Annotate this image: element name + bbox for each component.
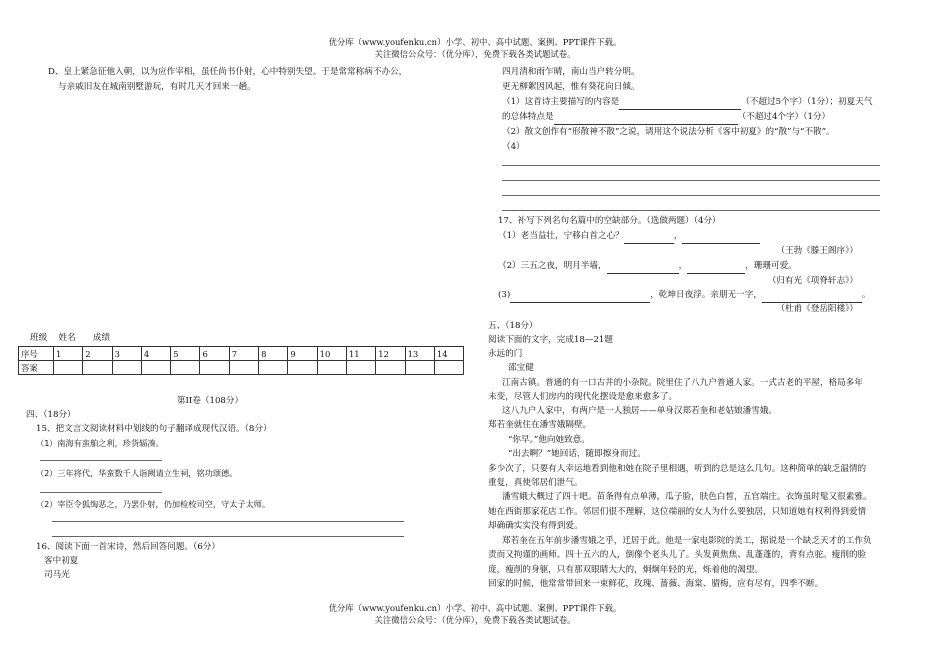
poem-line-1: 四月清和雨乍晴，南山当户转分明。 xyxy=(502,67,640,77)
section-4-heading: 四、（18分） xyxy=(26,410,76,420)
option-d-line-1: D、皇上紧急征他入朝，以为应作宰相，虽任尚书仆射，心中特别失望。于是常常称病不办公， xyxy=(48,67,408,77)
paragraph-1-line-1: 江南古镇。普通的有一口古井的小杂院。院里住了八九户普通人家。一式古老的平屋，格局多年 xyxy=(502,378,863,388)
q16-2-prompt: （2）散文创作有“形散神不散”之说，请用这个说法分析《客中初夏》的“散”与“不散”。 xyxy=(502,127,835,137)
answer-cell[interactable] xyxy=(54,361,83,375)
table-cell: 8 xyxy=(259,347,288,361)
q17-2-sep: ， xyxy=(678,261,688,271)
footer-line-2: 关注微信公众号：（优分库），免费下载各类试题试卷。 xyxy=(374,615,576,625)
story-title: 永远的门 xyxy=(488,349,523,359)
answer-cell[interactable] xyxy=(376,361,405,375)
poem-line-2: 更无柳絮因风起，惟有葵花向日倾。 xyxy=(502,82,640,92)
table-cell: 1 xyxy=(54,347,83,361)
q17-2-text-a: （2）三五之夜，明月半墙， xyxy=(498,261,607,271)
table-cell: 10 xyxy=(317,347,346,361)
q17-3-source: （杜甫《登岳阳楼》） xyxy=(776,304,858,314)
answer-blank[interactable] xyxy=(682,230,760,244)
q17-3-line xyxy=(498,289,871,303)
q16-1-line-1 xyxy=(502,96,872,110)
header-line-1: 优分库（www.youfenku.cn）小学、初中、高中试题、案例、PPT课件下载。 xyxy=(328,37,622,47)
paragraph-5-line-2: 重复，真使邻居们泄气。 xyxy=(488,478,583,488)
section-5-heading: 五、（18分） xyxy=(488,321,538,331)
paragraph-7-line-1: 郑若奎在五年前步潘雪娥之乎，迁居于此。他是一家电影院的美工，据说是一个缺乏天才的工作负 xyxy=(502,536,872,546)
answer-blank[interactable] xyxy=(607,260,679,274)
answer-line[interactable] xyxy=(502,165,880,166)
info-line: 班级 姓名 成绩 xyxy=(30,333,111,343)
q16-prompt: 16、阅读下面一首宋诗，然后回答问题。（6分） xyxy=(36,542,220,552)
paragraph-3: “你早。”他向她致意。 xyxy=(508,435,590,445)
answer-line[interactable] xyxy=(502,195,880,196)
table-cell: 12 xyxy=(376,347,405,361)
part-2-title: 第II卷（108分） xyxy=(176,396,244,406)
table-cell: 5 xyxy=(171,347,200,361)
answer-cell[interactable] xyxy=(346,361,375,375)
header-line-2: 关注微信公众号：（优分库），免费下载各类试题试卷。 xyxy=(374,49,576,59)
paragraph-5-line-1: 多少次了，只要有人幸运地看到他和她在院子里相遇，听到的总是这么几句。这种简单的缺乏温情的 xyxy=(488,464,867,474)
table-row-label: 序号 xyxy=(19,347,54,361)
paragraph-6-line-2: 她在西街那家花店工作。邻居们很不理解，这位端丽的女人为什么要独居，只知道她有权利得到爱情 xyxy=(488,507,867,517)
q16-1-line-2 xyxy=(502,111,830,125)
paragraph-6-line-1: 潘雪娥大概过了四十吧。苗条得有点单薄，瓜子脸，肤色白皙，五官端庄。衣饰虽时髦又很素雅。 xyxy=(502,492,872,502)
q15-2-sentence: （2）三年将代，华蛮数千人诣阙请立生祠，铭功颂德。 xyxy=(36,468,238,478)
reading-intro: 阅读下面的文字，完成18—21题 xyxy=(488,335,613,345)
table-cell: 7 xyxy=(229,347,258,361)
paragraph-6-line-3: 却确确实实没有得到爱。 xyxy=(488,521,583,531)
answer-cell[interactable] xyxy=(229,361,258,375)
table-cell: 2 xyxy=(83,347,112,361)
poem-title: 客中初夏 xyxy=(44,556,79,566)
q15-prompt: 15、把文言文阅读材料中划线的句子翻译成现代汉语。（8分） xyxy=(36,424,272,434)
answer-blank[interactable] xyxy=(619,96,741,110)
answer-cell[interactable] xyxy=(317,361,346,375)
answer-line[interactable] xyxy=(40,492,162,493)
paragraph-7-line-3: 庞，瘦削的身躯，只有那双眼睛大大的，炯炯年轻的光，烁着他的渴望。 xyxy=(488,565,764,575)
answer-cell[interactable] xyxy=(200,361,229,375)
poem-author: 司马光 xyxy=(44,570,70,580)
answer-cell[interactable] xyxy=(171,361,200,375)
answer-blank[interactable] xyxy=(762,289,862,303)
answer-line[interactable] xyxy=(502,180,880,181)
q17-2-line xyxy=(498,260,797,274)
table-row-label: 答案 xyxy=(19,361,54,375)
answer-cell[interactable] xyxy=(112,361,141,375)
footer-line-1: 优分库（www.youfenku.cn）小学、初中、高中试题、案例、PPT课件下载。 xyxy=(328,603,622,613)
paragraph-4: “出去啊？”她回话，随即擦身而过。 xyxy=(508,449,646,459)
answer-line[interactable] xyxy=(52,521,404,522)
answer-table xyxy=(18,346,464,375)
answer-blank[interactable] xyxy=(624,230,674,244)
table-row xyxy=(19,361,464,375)
answer-blank[interactable] xyxy=(554,111,738,125)
answer-cell[interactable] xyxy=(288,361,317,375)
q15-3-sentence: （2）宰臣令狐绹恶之，乃罢仆射，仍加检校司空，守太子太师。 xyxy=(36,499,271,509)
answer-cell[interactable] xyxy=(405,361,434,375)
q17-3-text-c: 。 xyxy=(861,290,871,300)
q16-1-text-c: 的总体特点是 xyxy=(502,112,554,122)
table-cell: 14 xyxy=(434,347,463,361)
answer-cell[interactable] xyxy=(83,361,112,375)
answer-line[interactable] xyxy=(40,460,162,461)
q17-2-source: （归有光《项脊轩志》） xyxy=(767,276,858,286)
answer-blank[interactable] xyxy=(510,289,650,303)
q17-3-text-a: (3) xyxy=(498,290,511,300)
paragraph-2-line-2: 郑若奎就住在潘雪娥隔壁。 xyxy=(488,420,592,430)
answer-cell[interactable] xyxy=(434,361,463,375)
q16-1-text-d: （不超过4个字）（1分） xyxy=(737,112,831,122)
table-cell: 9 xyxy=(288,347,317,361)
q17-1-line xyxy=(498,230,760,244)
paragraph-2-line-1: 这八九户人家中，有两户是一人独居——单身汉郑若奎和老姑娘潘雪娥。 xyxy=(502,406,778,416)
table-cell: 3 xyxy=(112,347,141,361)
answer-cell[interactable] xyxy=(259,361,288,375)
q17-2-text-b: ，珊珊可爱。 xyxy=(745,261,797,271)
paragraph-8: 回家的时候，他常常带回来一束鲜花，玫瑰、蔷薇、海棠、腊梅，应有尽有，四季不断。 xyxy=(488,579,824,589)
option-d-line-2: 与亲戚旧友在城南别墅游玩，有时几天才回来一趟。 xyxy=(58,82,256,92)
q17-1-text: （1）老当益壮，宁移白首之心？ xyxy=(498,231,624,241)
answer-line[interactable] xyxy=(52,536,404,537)
paragraph-7-line-2: 责而又拘谨的画师。四十五六的人，倒像个老头儿了。头发黄焦焦、乱蓬蓬的，背有点驼。瘦削的脸 xyxy=(488,550,867,560)
answer-blank[interactable] xyxy=(687,260,745,274)
q15-1-sentence: （1）南海有蛮舶之利，珍货辐凑。 xyxy=(36,438,164,448)
q16-1-text-b: （不超过5个字）（1分）；初夏天气 xyxy=(741,97,873,107)
table-cell: 4 xyxy=(141,347,170,361)
q16-1-text-a: （1）这首诗主要描写的内容是 xyxy=(502,97,620,107)
q16-4-label: （4） xyxy=(502,142,525,152)
answer-cell[interactable] xyxy=(141,361,170,375)
table-row xyxy=(19,347,464,361)
q17-1-sep: ， xyxy=(673,231,683,241)
table-cell: 11 xyxy=(346,347,375,361)
q17-1-source: （王勃《滕王阁序》） xyxy=(776,246,858,256)
table-cell: 13 xyxy=(405,347,434,361)
answer-line[interactable] xyxy=(502,210,880,211)
q17-3-text-b: ，乾坤日夜浮。亲朋无一字， xyxy=(650,290,762,300)
q17-prompt: 17、补写下列名句名篇中的空缺部分。（选做两题）（4分） xyxy=(498,216,721,226)
story-author: 邵宝健 xyxy=(508,363,534,373)
paragraph-1-line-2: 未变，尽管人们房内的现代化摆设是愈来愈多了。 xyxy=(488,392,678,402)
table-cell: 6 xyxy=(200,347,229,361)
